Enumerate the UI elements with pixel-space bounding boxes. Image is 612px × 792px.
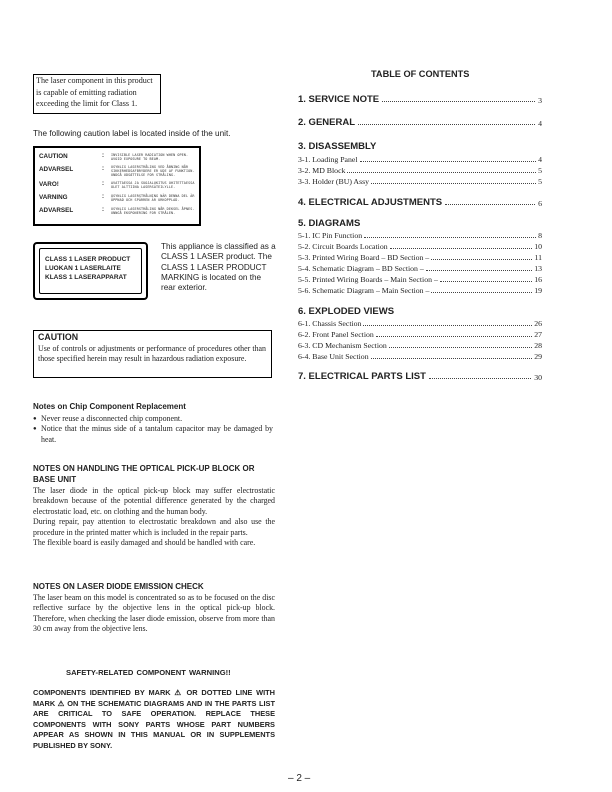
paragraph: The flexible board is easily damaged and should be handled with care.: [33, 538, 256, 548]
toc-page: 4: [538, 119, 542, 128]
label-colon: :: [102, 207, 104, 213]
toc-item-text: 5-2. Circuit Boards Location: [298, 242, 388, 251]
caution-label-image: [33, 146, 201, 226]
page-number: – 2 –: [288, 773, 311, 784]
safety-warning-text: COMPONENTS IDENTIFIED BY MARK ⚠ OR DOTTED LINE WITH MARK ⚠ ON THE SCHEMATIC DIAGRAMS AND IN THE PARTS LIST ARE CRITICAL TO SAFE OPERATION. REPLACE THESE COMPONENTS WITH SONY PARTS WHOSE PART NUMBERS APPEAR AS SHOWN IN THIS MANUAL OR IN SUPPLEMENTS PUBLISHED BY SONY.: [33, 688, 275, 750]
toc-page: 11: [534, 253, 542, 262]
toc-page: 27: [534, 330, 542, 339]
toc-item[interactable]: [298, 352, 542, 361]
laser-check-title: NOTES ON LASER DIODE EMISSION CHECK: [33, 582, 204, 591]
caution-title: CAUTION: [38, 332, 79, 342]
label-colon: :: [102, 194, 104, 200]
toc-item-text: 3-1. Loading Panel: [298, 155, 358, 164]
toc-page: 30: [534, 373, 542, 382]
label-colon: :: [102, 166, 104, 172]
toc-item[interactable]: [298, 242, 542, 251]
toc-item[interactable]: [298, 253, 542, 262]
toc-item-text: 6-2. Front Panel Section: [298, 330, 374, 339]
caution-text: Use of controls or adjustments or performance of procedures other than those specified herein may result in hazardous radiation exposure.: [38, 344, 266, 364]
toc-item[interactable]: [298, 341, 542, 350]
toc-item-text: 6-4. Base Unit Section: [298, 352, 369, 361]
toc-item[interactable]: [298, 231, 542, 240]
toc-item-text: 5-6. Schematic Diagram – Main Section –: [298, 286, 430, 295]
paragraph: During repair, pay attention to electrostatic breakdown and also use the procedure in the printed matter which is included in the repair parts.: [33, 517, 275, 537]
toc-item-text: 5-1. IC Pin Function: [298, 231, 363, 240]
toc-section[interactable]: [298, 117, 542, 128]
toc-page: 3: [538, 96, 542, 105]
pickup-notes-body: [33, 486, 275, 548]
label-text: INVISIBLE LASER RADIATION WHEN OPEN. AVOID EXPOSURE TO BEAM.: [111, 153, 189, 162]
label-colon: :: [102, 181, 104, 187]
toc-item-text: 5-4. Schematic Diagram – BD Section –: [298, 264, 424, 273]
label-text: USYNLIG LASERSTRÅLING NÅR DEKSEL ÅPNES. UNNGÅ EKSPONERING FOR STRÅLEN.: [111, 207, 195, 216]
label-word: VARO!: [39, 181, 59, 188]
label-word: ADVARSEL: [39, 166, 74, 173]
toc-item[interactable]: [298, 286, 542, 295]
toc-page: 29: [534, 352, 542, 361]
laser-check-text: The laser beam on this model is concentrated so as to be focused on the disc reflective surface by the objective lens in the optical pick-up block. Therefore, when checking the laser diode emission, observe from more than 30 cm away from the objective lens.: [33, 593, 275, 634]
toc-item-text: 3-2. MD Block: [298, 166, 346, 175]
toc-item-text: 5-3. Printed Wiring Board – BD Section –: [298, 253, 430, 262]
toc-page: 4: [538, 155, 542, 164]
toc-page: 5: [538, 177, 542, 186]
toc-item[interactable]: [298, 319, 542, 328]
class-note: This appliance is classified as a CLASS 1 LASER product. The CLASS 1 LASER PRODUCT MARKING is located on the rear exterior.: [161, 242, 276, 293]
label-word: ADVARSEL: [39, 207, 74, 214]
toc-page: 5: [538, 166, 542, 175]
laser-notice-text: The laser component in this product is capable of emitting radiation exceeding the limit for Class 1.: [36, 76, 153, 108]
toc-section-title: 2. GENERAL: [298, 117, 356, 128]
toc-title: TABLE OF CONTENTS: [371, 69, 470, 79]
caution-label-intro: The following caution label is located inside of the unit.: [33, 129, 231, 138]
toc-item[interactable]: [298, 275, 542, 284]
paragraph: The laser diode in the optical pick-up block may suffer electrostatic breakdown because of the potential difference generated by the charged electrostatic load, etc. on clothing and the human body.: [33, 486, 275, 516]
toc-section[interactable]: [298, 94, 542, 105]
label-text: AVATTAESSA JA SUOJALUKITUS OHITETTAESSA OLET ALTTIINA LASERSÄTEILYLLE.: [111, 181, 195, 190]
toc-item[interactable]: [298, 330, 542, 339]
class-label-line: KLASS 1 LASERAPPARAT: [45, 274, 127, 281]
toc-page: 16: [534, 275, 542, 284]
toc-section[interactable]: [298, 371, 542, 382]
list-item: [33, 424, 273, 445]
toc-item[interactable]: [298, 155, 542, 164]
chip-notes-title: Notes on Chip Component Replacement: [33, 402, 186, 411]
toc-section-title[interactable]: 5. DIAGRAMS: [298, 218, 361, 229]
toc-section-title: 4. ELECTRICAL ADJUSTMENTS: [298, 197, 443, 208]
toc-item-text: 6-3. CD Mechanism Section: [298, 341, 387, 350]
toc-section-title: 7. ELECTRICAL PARTS LIST: [298, 371, 426, 382]
toc-item-text: 5-5. Printed Wiring Boards – Main Section –: [298, 275, 438, 284]
toc-page: 10: [534, 242, 542, 251]
label-word: VARNING: [39, 194, 68, 201]
caution-box: [33, 330, 272, 378]
toc-item[interactable]: [298, 264, 542, 273]
toc-page: 8: [538, 231, 542, 240]
class-label-line: CLASS 1 LASER PRODUCT: [45, 256, 131, 263]
toc-item-text: 3-3. Holder (BU) Assy: [298, 177, 370, 186]
toc-section-title[interactable]: 6. EXPLODED VIEWS: [298, 306, 395, 317]
toc-page: 28: [534, 341, 542, 350]
toc-page: 19: [534, 286, 542, 295]
toc-item[interactable]: [298, 177, 542, 186]
toc-item[interactable]: [298, 166, 542, 175]
label-text: OSYNLIG LASERSTRÅLNING NÄR DENNA DEL ÄR ÖPPNAD OCH SPÄRREN ÄR URKOPPLAD.: [111, 194, 195, 203]
safety-warning-title: SAFETY-RELATED COMPONENT WARNING!!: [66, 668, 231, 677]
label-word: CAUTION: [39, 153, 68, 160]
toc-section-title[interactable]: 3. DISASSEMBLY: [298, 141, 377, 152]
chip-notes-list: [33, 414, 273, 445]
laser-notice-box: [33, 74, 161, 114]
bullet-icon: ●: [33, 426, 37, 433]
pickup-notes-title: NOTES ON HANDLING THE OPTICAL PICK-UP BLOCK OR BASE UNIT: [33, 464, 255, 484]
class1-label-image: [33, 242, 148, 300]
bullet-icon: ●: [33, 416, 37, 422]
label-text: USYNLIG LASERSTRÅLING VED ÅBNING NÅR SIKKERHEDSAFBRYDERE ER UDE AF FUNKTION. UNDGÅ UDSÆTTELSE FOR STRÅLING.: [111, 165, 195, 178]
class-label-line: LUOKAN 1 LASERLAITE: [45, 265, 121, 272]
list-item: [33, 414, 273, 424]
toc-item-text: 6-1. Chassis Section: [298, 319, 362, 328]
toc-page: 13: [534, 264, 542, 273]
toc-page: 26: [534, 319, 542, 328]
toc-section[interactable]: [298, 197, 542, 208]
list-item-text: Never reuse a disconnected chip component.: [41, 414, 183, 423]
toc-page: 6: [538, 199, 542, 208]
label-colon: :: [102, 153, 104, 159]
toc-section-title: 1. SERVICE NOTE: [298, 94, 380, 105]
list-item-text: Notice that the minus side of a tantalum capacitor may be damaged by heat.: [41, 424, 273, 444]
